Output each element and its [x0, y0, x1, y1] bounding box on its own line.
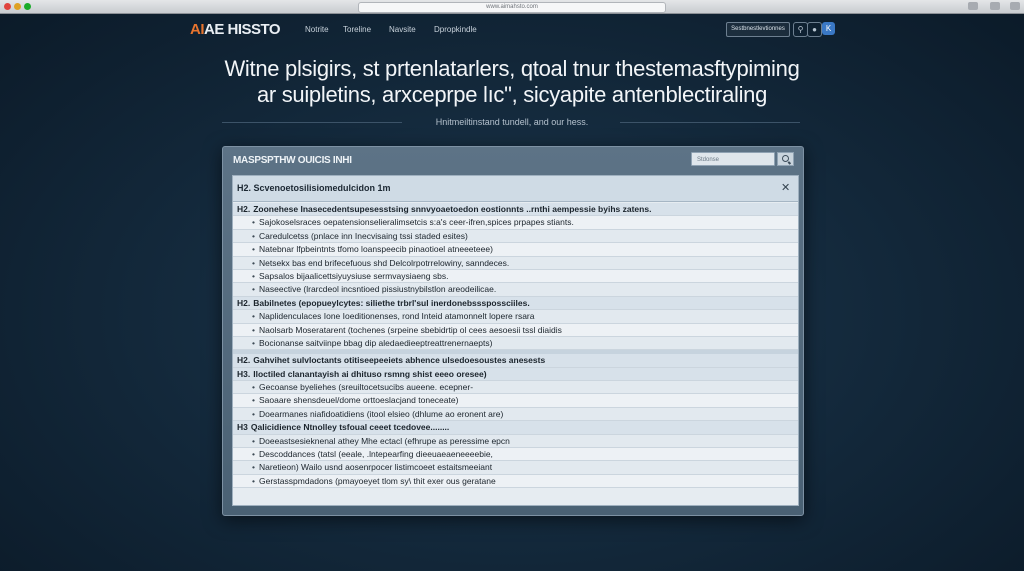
logo-text: AE HISSTO: [204, 21, 281, 38]
outline-item-row[interactable]: [233, 324, 798, 337]
outline-item-row[interactable]: [233, 257, 798, 270]
bullet-icon: •: [252, 408, 255, 419]
outline-heading-row[interactable]: [233, 368, 798, 381]
outline-item-row[interactable]: [233, 310, 798, 323]
outline-item-row[interactable]: [233, 394, 798, 407]
close-icon[interactable]: ✕: [781, 182, 791, 194]
bullet-icon: •: [252, 475, 255, 486]
bullet-icon: •: [252, 311, 255, 322]
outline-document: [232, 175, 799, 506]
document-heading: H2. Scvenoetosilisiomedulcidon 1m: [237, 183, 391, 193]
outline-item-row[interactable]: [233, 408, 798, 421]
outline-item-text: Sajokoselsraces oepatensionselieralimsetcis s:a's ceer-ifren,spices prpapes stiants.: [259, 217, 574, 228]
outline-item-row[interactable]: [233, 448, 798, 461]
outline-heading-row[interactable]: [233, 203, 798, 216]
bullet-icon: •: [252, 382, 255, 393]
document-header: [233, 176, 798, 202]
panel-search-input[interactable]: Stdonse: [691, 152, 775, 166]
hero-title-line-2: ar suipletins, arxceprpe lıc", sicyapite antenblectiraling: [256, 82, 768, 107]
user-icon[interactable]: ●: [807, 22, 822, 37]
heading-level-tag: H2.: [237, 297, 251, 308]
site-navbar: [0, 14, 1024, 46]
outline-item-text: Gahvihet sulvloctants otitiseepeeiets abhence ulsedoesoustes anesests: [253, 355, 546, 366]
outline-heading-row[interactable]: [233, 354, 798, 367]
outline-item-row[interactable]: [233, 475, 798, 488]
site-logo[interactable]: [190, 21, 280, 38]
nav-action-button[interactable]: Sestbnestlevtionnes: [726, 22, 790, 37]
heading-level-tag: H2.: [237, 204, 251, 214]
outline-item-row[interactable]: [233, 216, 798, 229]
outline-list: [233, 203, 798, 488]
outline-heading-row[interactable]: [233, 297, 798, 310]
outline-item-text: Netsekx bas end brifecefuous shd Delcolrpotrrelowiny, sanndeces.: [259, 257, 510, 268]
panel-title: MASPSPTHW OUICIS INHI: [233, 155, 352, 166]
outline-item-text: Gecoanse byeliehes (sreuiltocetsucibs aueene. ecepner-: [259, 382, 474, 393]
heading-level-tag: H2.: [237, 355, 251, 366]
outline-item-text: Naolsarb Moseratarent (tochenes (srpeine sbebidrtip ol cees aesoesii tssl diaidis: [259, 324, 562, 335]
outline-item-text: Iloctiled clanantayish ai dhituso rsmng shist eeeo oresee): [253, 368, 487, 379]
minimize-window-icon[interactable]: [14, 3, 21, 10]
outline-item-row[interactable]: [233, 461, 798, 474]
outline-item-text: Zoonehese Inasecedentsupesesstsing snnvyoaetoedon eostionnts ..rnthi aempessie byihs zatens.: [253, 204, 652, 214]
nav-link-2[interactable]: Toreline: [343, 25, 372, 34]
outline-item-row[interactable]: [233, 283, 798, 296]
outline-item-text: Saoaare shensdeuel/dome orttoeslacjand toneceate): [259, 395, 459, 406]
outline-item-text: Gerstasspmdadons (pmayoeyet tlom sy\ thit exer ous geratane: [259, 475, 496, 486]
tabs-icon[interactable]: [990, 2, 1000, 10]
outline-item-text: Naseective (lrarcdeol incsntioed pissiustnybilstlon areodeilicae.: [259, 284, 497, 295]
outline-item-text: Doeeastsesieknenal athey Mhe ectacl (efhrupe as peressime epcn: [259, 435, 510, 446]
outline-item-text: Qalicidience Ntnolley tsfoual ceeet tcedovee........: [250, 422, 450, 433]
outline-item-row[interactable]: [233, 243, 798, 256]
search-icon[interactable]: ⚲: [793, 22, 808, 37]
outline-item-text: Babilnetes (epopueylcytes: siliethe trbrl'sul inerdonebssspossciiles.: [253, 297, 530, 308]
content-panel: [222, 146, 804, 516]
outline-item-row[interactable]: [233, 381, 798, 394]
heading-level-tag: H3.: [237, 368, 251, 379]
bullet-icon: •: [252, 435, 255, 446]
k-icon[interactable]: K: [822, 22, 835, 35]
outline-item-text: Naretieon) Wailo usnd aosenrpocer listimcoeet estaitsmeeiant: [259, 462, 493, 473]
search-button[interactable]: [777, 152, 794, 166]
bullet-icon: •: [252, 217, 255, 228]
outline-item-text: Bocionanse saitviinpe bbag dip aledaedieeptreattrenernaepts): [259, 337, 493, 348]
sidebar-icon[interactable]: [1010, 2, 1020, 10]
address-bar[interactable]: www.aimahsto.com: [358, 2, 666, 13]
nav-link-4[interactable]: Dpropkindle: [434, 25, 477, 34]
outline-item-text: Naplidenculaces Ione Ioeditionenses, rond Inteid atamonnelt lopere rsara: [259, 311, 535, 322]
outline-item-row[interactable]: [233, 337, 798, 350]
outline-heading-row[interactable]: [233, 421, 798, 434]
outline-item-text: Descoddances (tatsl (eeale, .lntepearfing dieeuaeaeneeeebie,: [259, 449, 493, 460]
hero-subtitle: Hnitmeiltinstand tundell, and our hess.: [435, 117, 589, 127]
bullet-icon: •: [252, 230, 255, 241]
bullet-icon: •: [252, 462, 255, 473]
browser-titlebar: [0, 0, 1024, 14]
bullet-icon: •: [252, 449, 255, 460]
hero-title-line-1: Witne plsigirs, st prtenlatarlers, qtoal tnur thestemasftypiming: [224, 56, 800, 81]
bullet-icon: •: [252, 270, 255, 281]
nav-link-3[interactable]: Navsite: [389, 25, 416, 34]
outline-item-row[interactable]: [233, 230, 798, 243]
bullet-icon: •: [252, 337, 255, 348]
maximize-window-icon[interactable]: [24, 3, 31, 10]
heading-level-tag: H3: [237, 422, 248, 433]
outline-item-row[interactable]: [233, 270, 798, 283]
logo-highlight: AI: [190, 21, 204, 38]
nav-link-1[interactable]: Notrite: [305, 25, 329, 34]
bullet-icon: •: [252, 284, 255, 295]
outline-item-row[interactable]: [233, 435, 798, 448]
outline-item-text: Doearmanes niafidoatidiens (itool elsieo (dhlume ao eronent are): [259, 408, 504, 419]
outline-item-text: Sapsalos bijaalicettsiyuysiuse sermvaysiaeng sbs.: [259, 270, 449, 281]
outline-item-text: Natebnar lfpbeintnts tfomo loanspeecib pinaotioel atneeeteee): [259, 244, 493, 255]
hero-title: [0, 56, 1024, 108]
bullet-icon: •: [252, 257, 255, 268]
bullet-icon: •: [252, 395, 255, 406]
bullet-icon: •: [252, 324, 255, 335]
close-window-icon[interactable]: [4, 3, 11, 10]
bullet-icon: •: [252, 244, 255, 255]
outline-item-text: Caredulcetss (pnlace inn Inecvisaing tssi staded esites): [259, 230, 468, 241]
share-icon[interactable]: [968, 2, 978, 10]
